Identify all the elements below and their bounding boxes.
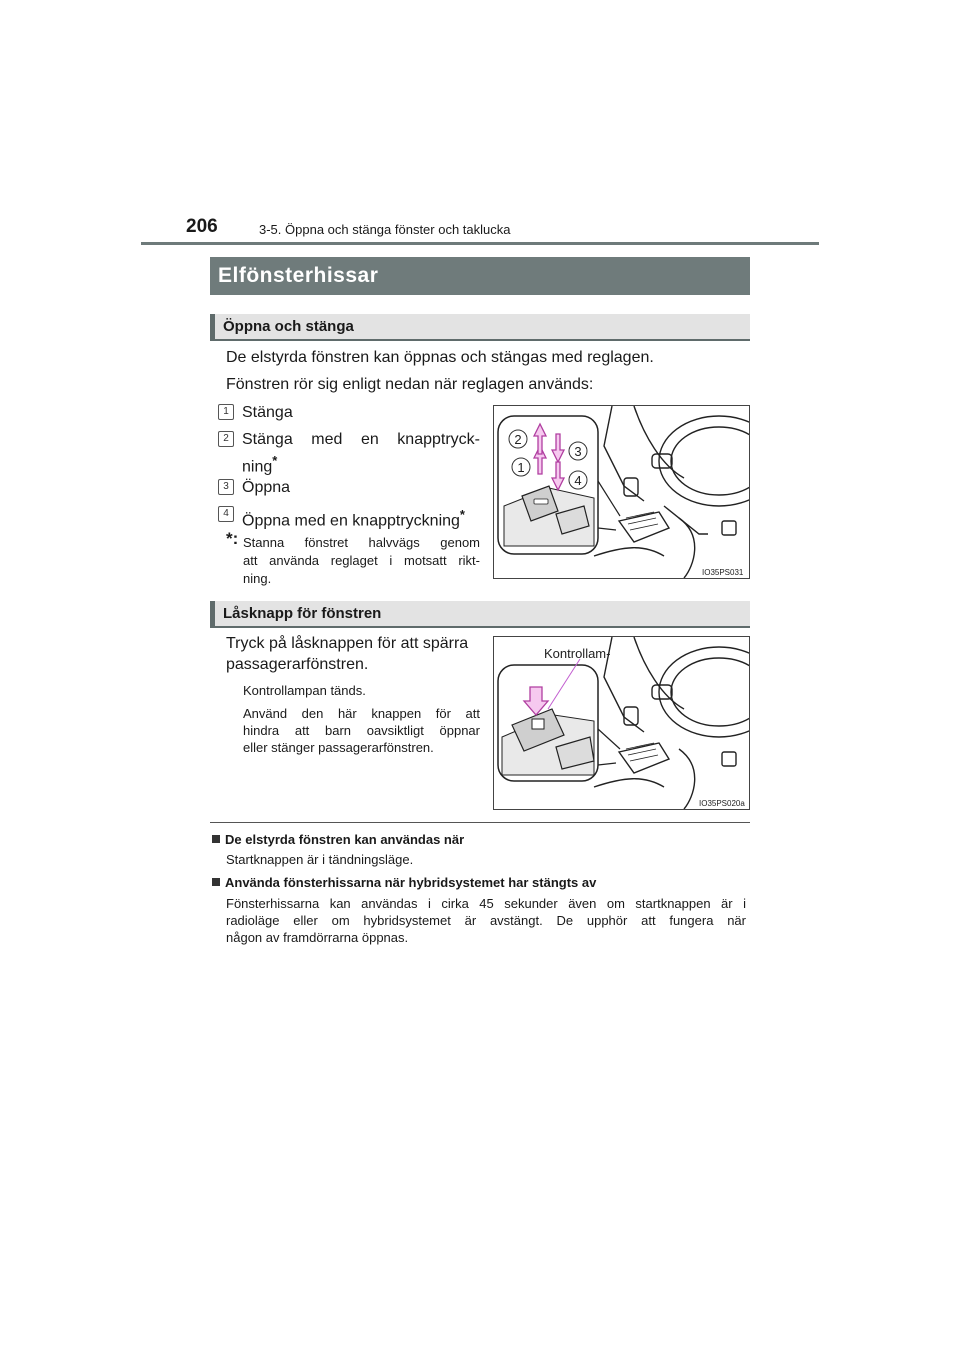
footnote-line-2: att använda reglaget i motsatt rikt- — [243, 553, 480, 568]
window-switch-drawing — [494, 406, 749, 578]
window-switch-illustration — [493, 405, 750, 579]
figure-code-2: IO35PS020a — [699, 799, 745, 808]
note-text-2-line-1: Fönsterhissarna kan användas i cirka 45 sekunder även om startknappen är i — [226, 896, 746, 911]
note-text-1: Startknappen är i tändningsläge. — [226, 852, 414, 867]
step-label-auto-close-cont: ning* — [242, 453, 278, 476]
section-banner: Elfönsterhissar — [210, 257, 750, 295]
note-heading-2: Använda fönsterhissarna när hybridsystemet har stängts av — [212, 875, 596, 890]
lock-sub-line-1: Använd den här knappen för att — [243, 706, 480, 721]
step-label-auto-close: Stänga med en knapptryck- — [242, 431, 480, 448]
figure-code-1: IO35PS031 — [702, 568, 744, 577]
step-label-auto-open: Öppna med en knapptryckning* — [242, 507, 465, 530]
note-text-2-line-3: någon av framdörrarna öppnas. — [226, 930, 409, 945]
callout-2: 2 — [514, 432, 522, 447]
step-label-open: Öppna — [242, 479, 291, 496]
subheading-lock-switch: Låsknapp för fönstren — [210, 601, 750, 628]
lock-sub-line-2: hindra att barn oavsiktligt öppnar — [243, 723, 480, 738]
callout-4: 4 — [574, 473, 582, 488]
lock-text-1: Tryck på låsknappen för att spärra — [226, 635, 469, 652]
callout-3: 3 — [574, 444, 582, 459]
step-label-close: Stänga — [242, 404, 293, 421]
chapter-title: 3-5. Öppna och stänga fönster och taklucka — [259, 222, 511, 237]
lock-text-2: passagerarfönstren. — [226, 656, 369, 673]
note-text-2-line-2: radioläge eller om hybridsystemet är avstängt. De upphör att fungera när — [226, 913, 746, 928]
footnote-line-3: ning. — [243, 571, 272, 586]
indicator-callout-label: Kontrollam- — [544, 646, 611, 661]
page-number: 206 — [186, 216, 218, 237]
step-number-1: 1 — [218, 404, 234, 420]
subheading-open-close: Öppna och stänga — [210, 314, 750, 341]
step-number-3: 3 — [218, 479, 234, 495]
footnote-line-1: Stanna fönstret halvvägs genom — [243, 535, 480, 550]
notes-divider — [210, 822, 750, 823]
footnote-mark: *: — [226, 529, 239, 548]
callout-1: 1 — [517, 460, 525, 475]
header-divider — [141, 242, 819, 245]
step-number-2: 2 — [218, 431, 234, 447]
lock-sub-line-3: eller stänger passagerarfönstren. — [243, 740, 434, 755]
intro-text-2: Fönstren rör sig enligt nedan när reglagen används: — [226, 376, 594, 393]
lock-sub-1: Kontrollampan tänds. — [243, 683, 366, 698]
note-heading-1: De elstyrda fönstren kan användas när — [212, 832, 464, 847]
lock-switch-drawing — [494, 637, 749, 809]
lock-switch-illustration — [493, 636, 750, 810]
step-number-4: 4 — [218, 506, 234, 522]
intro-text-1: De elstyrda fönstren kan öppnas och stängas med reglagen. — [226, 349, 654, 366]
